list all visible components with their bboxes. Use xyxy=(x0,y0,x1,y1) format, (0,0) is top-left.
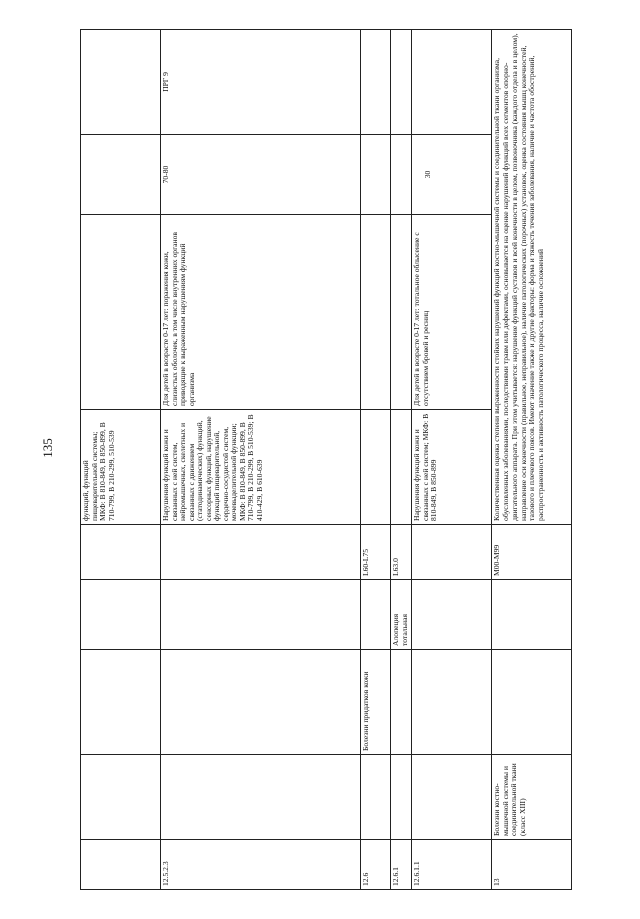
cell-code: 12.6.1 xyxy=(391,840,412,890)
cell-category xyxy=(81,30,161,135)
cell-disease-class: Болезни костно-мышечной системы и соединительной ткани (класс XIII) xyxy=(492,755,572,840)
cell-code: 12.5.2.3 xyxy=(161,840,361,890)
table-row-13 xyxy=(492,30,572,890)
cell-category: ПРГ 9 xyxy=(161,30,361,135)
cell-disease-class xyxy=(391,755,412,840)
cell-icd xyxy=(412,525,492,580)
cell-icd: L63.0 xyxy=(391,525,412,580)
disability-criteria-table xyxy=(80,29,572,890)
table-row-12-6-1-1 xyxy=(412,30,492,890)
cell-nosology xyxy=(81,580,161,650)
table-row-12-6-1 xyxy=(391,30,412,890)
cell-description: Для детей в возрасте 0-17 лет: тотальное облысение с отсутствием бровей и ресниц xyxy=(412,215,492,410)
cell-description xyxy=(81,215,161,410)
table-row-continuation xyxy=(81,30,161,890)
cell-nosology xyxy=(361,580,391,650)
cell-disease-block xyxy=(161,650,361,755)
cell-percent xyxy=(391,135,412,215)
cell-code: 13 xyxy=(492,840,572,890)
cell-category xyxy=(412,30,492,135)
cell-category xyxy=(391,30,412,135)
cell-percent xyxy=(81,135,161,215)
cell-description xyxy=(391,215,412,410)
cell-code: 12.6.1.1 xyxy=(412,840,492,890)
cell-disease-class xyxy=(361,755,391,840)
cell-category xyxy=(361,30,391,135)
cell-function-impairment: Нарушения функций кожи и связанных с ней систем, нейромышечных, скелетных и связанных с движением (статодинамических) функций, сенсорных функций, нарушение функций пищеварительной, сердечно-сосудистой систем, мочевыделительной функции; МКФ: В 810-849, В 850-899, В 710-799, В 210-299, В 510-539; В 410-429, В 610-639 xyxy=(161,410,361,525)
cell-code xyxy=(81,840,161,890)
cell-percent: 70-80 xyxy=(161,135,361,215)
cell-percent xyxy=(361,135,391,215)
cell-percent: 30 xyxy=(412,135,492,215)
cell-function-impairment xyxy=(391,410,412,525)
table-row-12-5-2-3 xyxy=(161,30,361,890)
cell-class-note: Количественная оценка степени выраженности стойких нарушений функций костно-мышечной системы и соединительной ткани организма, обусловленных заболеваниями, последствиями травм или дефектами, основывается на оценке нарушений функций всех сегментов опорно-двигательного аппарата. При этом учитывается: нарушение функций суставов и всей конечности в целом, позвоночника (каждого отдела и в целом), направление оси конечности (правильное, неправильное), наличие патологических (порочных) установок, оценка состояния мышц конечностей, тазового и плечевого поясов. Имеют значение также и другие факторы: форма и тяжесть течения заболевания, наличие и частота обострений, распространенность и активность патологического процесса, наличие осложнений xyxy=(492,30,572,525)
cell-nosology xyxy=(161,580,361,650)
cell-icd: L60-L75 xyxy=(361,525,391,580)
cell-function-impairment xyxy=(361,410,391,525)
cell-disease-block xyxy=(391,650,412,755)
cell-disease-class xyxy=(412,755,492,840)
rotated-table-container xyxy=(80,30,555,890)
cell-nosology xyxy=(492,580,572,650)
table-row-12-6 xyxy=(361,30,391,890)
cell-nosology xyxy=(412,580,492,650)
cell-icd xyxy=(81,525,161,580)
cell-nosology: Алопеция тотальная xyxy=(391,580,412,650)
page-number: 135 xyxy=(40,438,55,458)
cell-disease-class xyxy=(161,755,361,840)
cell-description xyxy=(361,215,391,410)
cell-disease-class xyxy=(81,755,161,840)
cell-disease-block: Болезни придатков кожи xyxy=(361,650,391,755)
cell-icd xyxy=(161,525,361,580)
cell-disease-block xyxy=(492,650,572,755)
cell-icd: M00-M99 xyxy=(492,525,572,580)
cell-code: 12.6 xyxy=(361,840,391,890)
cell-disease-block xyxy=(412,650,492,755)
cell-disease-block xyxy=(81,650,161,755)
cell-function-impairment: функций, функций пищеварительной системы; МКФ: В 810-849, В 850-899, В 710-799, В 210-299, 510-539 xyxy=(81,410,161,525)
cell-description: Для детей в возрасте 0-17 лет: поражения кожи, слизистых оболочек, в том числе внутренних органов приводящие к выраженным нарушениям функций организма xyxy=(161,215,361,410)
cell-function-impairment: Нарушения функций кожи и связанных с ней систем; МКФ: В 810-849, В 850-899 xyxy=(412,410,492,525)
